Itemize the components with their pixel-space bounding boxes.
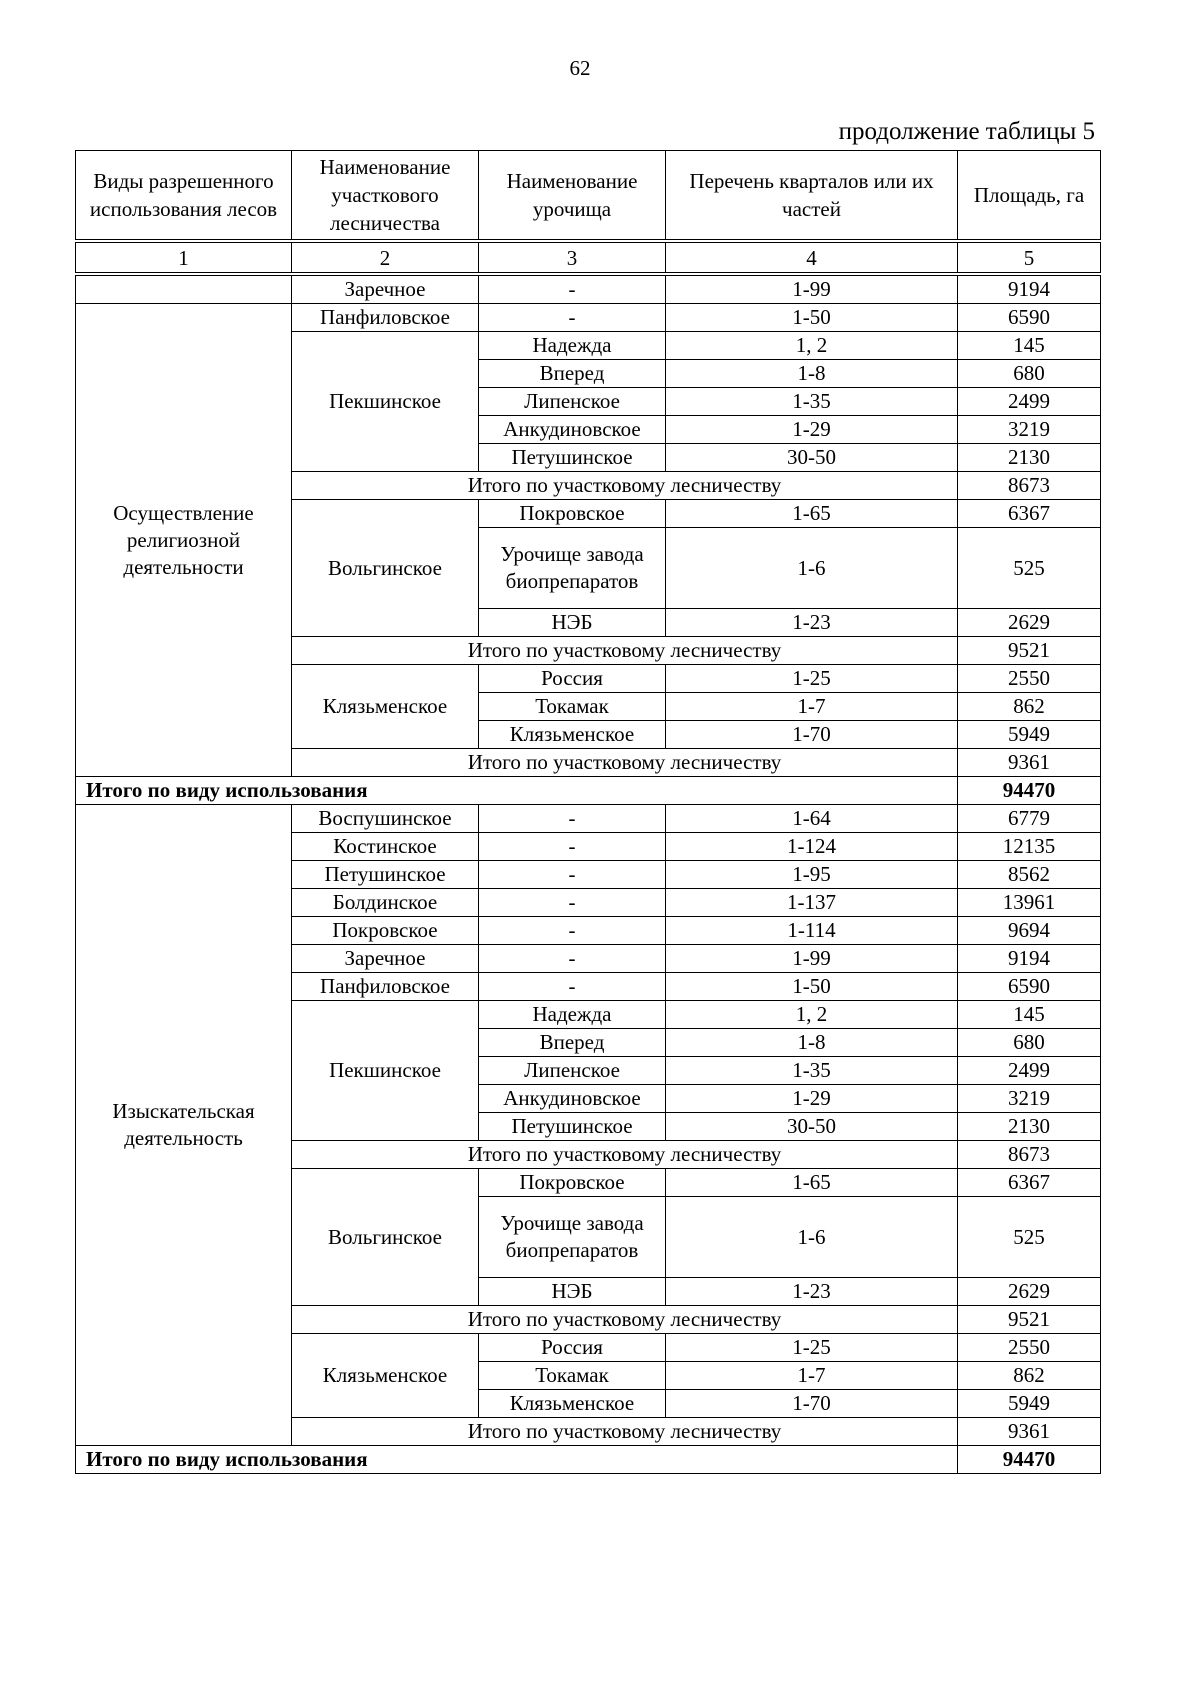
subtotal-area: 9521 [958, 637, 1101, 665]
forestry-cell: Заречное [292, 274, 479, 304]
subtotal-area: 9361 [958, 749, 1101, 777]
tract-cell: - [479, 805, 666, 833]
quarters-cell: 1-65 [666, 500, 958, 528]
forestry-cell: Петушинское [292, 861, 479, 889]
forestry-cell: Клязьменское [292, 665, 479, 749]
quarters-cell: 1-124 [666, 833, 958, 861]
quarters-cell: 1-7 [666, 693, 958, 721]
quarters-cell: 1-23 [666, 1278, 958, 1306]
total-row [76, 777, 1101, 805]
forestry-cell: Костинское [292, 833, 479, 861]
subtotal-label: Итого по участковому лесничеству [292, 637, 958, 665]
area-cell: 2550 [958, 1334, 1101, 1362]
quarters-cell: 1, 2 [666, 1001, 958, 1029]
area-cell: 13961 [958, 889, 1101, 917]
table-caption: продолжение таблицы 5 [838, 118, 1095, 145]
area-cell: 2499 [958, 1057, 1101, 1085]
subtotal-label: Итого по участковому лесничеству [292, 472, 958, 500]
header-tract: Наименование урочища [479, 151, 666, 242]
header-use-type: Виды разрешенного использования лесов [76, 151, 292, 242]
column-number: 4 [666, 241, 958, 274]
subtotal-area: 9521 [958, 1306, 1101, 1334]
quarters-cell: 1-50 [666, 973, 958, 1001]
quarters-cell: 1-70 [666, 721, 958, 749]
area-cell: 3219 [958, 416, 1101, 444]
area-cell: 525 [958, 528, 1101, 609]
quarters-cell: 30-50 [666, 1113, 958, 1141]
tract-cell: - [479, 304, 666, 332]
tract-cell: Петушинское [479, 444, 666, 472]
tract-cell: Вперед [479, 1029, 666, 1057]
column-number: 2 [292, 241, 479, 274]
column-number-row [76, 241, 1101, 274]
quarters-cell: 1-35 [666, 1057, 958, 1085]
quarters-cell: 1-64 [666, 805, 958, 833]
tract-cell: - [479, 861, 666, 889]
tract-cell: Липенское [479, 1057, 666, 1085]
forestry-cell: Вольгинское [292, 500, 479, 637]
quarters-cell: 1-114 [666, 917, 958, 945]
tract-cell: Покровское [479, 1169, 666, 1197]
area-cell: 12135 [958, 833, 1101, 861]
quarters-cell: 1-8 [666, 360, 958, 388]
forestry-cell: Воспушинское [292, 805, 479, 833]
tract-cell: НЭБ [479, 609, 666, 637]
use-type-cell [76, 274, 292, 304]
forestry-cell: Болдинское [292, 889, 479, 917]
total-row [76, 1446, 1101, 1474]
quarters-cell: 1-50 [666, 304, 958, 332]
total-area: 94470 [958, 1446, 1101, 1474]
tract-cell: Урочище завода биопрепаратов [479, 528, 666, 609]
quarters-cell: 1-95 [666, 861, 958, 889]
quarters-cell: 30-50 [666, 444, 958, 472]
subtotal-area: 9361 [958, 1418, 1101, 1446]
area-cell: 6367 [958, 1169, 1101, 1197]
tract-cell: Урочище завода биопрепаратов [479, 1197, 666, 1278]
quarters-cell: 1-99 [666, 274, 958, 304]
quarters-cell: 1-6 [666, 528, 958, 609]
area-cell: 6367 [958, 500, 1101, 528]
column-number: 5 [958, 241, 1101, 274]
tract-cell: Липенское [479, 388, 666, 416]
column-number: 3 [479, 241, 666, 274]
table-body [76, 274, 1101, 1474]
forestry-cell: Клязьменское [292, 1334, 479, 1418]
tract-cell: Надежда [479, 332, 666, 360]
tract-cell: Россия [479, 665, 666, 693]
area-cell: 8562 [958, 861, 1101, 889]
area-cell: 2130 [958, 444, 1101, 472]
total-label: Итого по виду использования [76, 1446, 958, 1474]
subtotal-label: Итого по участковому лесничеству [292, 1306, 958, 1334]
tract-cell: Анкудиновское [479, 416, 666, 444]
page-number: 62 [569, 56, 591, 80]
tract-cell: Россия [479, 1334, 666, 1362]
area-cell: 2550 [958, 665, 1101, 693]
header-area: Площадь, га [958, 151, 1101, 242]
tract-cell: Вперед [479, 360, 666, 388]
forestry-cell: Заречное [292, 945, 479, 973]
tract-cell: - [479, 945, 666, 973]
quarters-cell: 1-137 [666, 889, 958, 917]
quarters-cell: 1-7 [666, 1362, 958, 1390]
quarters-cell: 1-8 [666, 1029, 958, 1057]
tract-cell: - [479, 833, 666, 861]
subtotal-label: Итого по участковому лесничеству [292, 1418, 958, 1446]
area-cell: 5949 [958, 1390, 1101, 1418]
area-cell: 862 [958, 693, 1101, 721]
area-cell: 680 [958, 360, 1101, 388]
total-label: Итого по виду использования [76, 777, 958, 805]
quarters-cell: 1-70 [666, 1390, 958, 1418]
subtotal-label: Итого по участковому лесничеству [292, 1141, 958, 1169]
area-cell: 525 [958, 1197, 1101, 1278]
table-row [76, 274, 1101, 304]
subtotal-area: 8673 [958, 472, 1101, 500]
use-type-cell: Изыскательская деятельность [76, 805, 292, 1446]
tract-cell: Клязьменское [479, 721, 666, 749]
area-cell: 2629 [958, 1278, 1101, 1306]
quarters-cell: 1, 2 [666, 332, 958, 360]
tract-cell: Клязьменское [479, 1390, 666, 1418]
tract-cell: - [479, 274, 666, 304]
tract-cell: - [479, 917, 666, 945]
header-forestry: Наименование участкового лесничества [292, 151, 479, 242]
area-cell: 145 [958, 332, 1101, 360]
quarters-cell: 1-29 [666, 1085, 958, 1113]
forestry-cell: Панфиловское [292, 304, 479, 332]
area-cell: 3219 [958, 1085, 1101, 1113]
forestry-cell: Вольгинское [292, 1169, 479, 1306]
tract-cell: Петушинское [479, 1113, 666, 1141]
header-quarters: Перечень кварталов или их частей [666, 151, 958, 242]
tract-cell: Покровское [479, 500, 666, 528]
quarters-cell: 1-23 [666, 609, 958, 637]
use-type-cell: Осуществление религиозной деятельности [76, 304, 292, 777]
quarters-cell: 1-6 [666, 1197, 958, 1278]
quarters-cell: 1-35 [666, 388, 958, 416]
forestry-cell: Панфиловское [292, 973, 479, 1001]
forestry-cell: Пекшинское [292, 332, 479, 472]
area-cell: 680 [958, 1029, 1101, 1057]
tract-cell: Анкудиновское [479, 1085, 666, 1113]
area-cell: 145 [958, 1001, 1101, 1029]
quarters-cell: 1-25 [666, 665, 958, 693]
forest-use-table [75, 150, 1101, 1474]
header-row [76, 151, 1101, 242]
area-cell: 2629 [958, 609, 1101, 637]
area-cell: 9194 [958, 945, 1101, 973]
tract-cell: Токамак [479, 693, 666, 721]
subtotal-area: 8673 [958, 1141, 1101, 1169]
area-cell: 2130 [958, 1113, 1101, 1141]
area-cell: 6779 [958, 805, 1101, 833]
tract-cell: Токамак [479, 1362, 666, 1390]
tract-cell: - [479, 973, 666, 1001]
total-area: 94470 [958, 777, 1101, 805]
area-cell: 9694 [958, 917, 1101, 945]
area-cell: 862 [958, 1362, 1101, 1390]
area-cell: 2499 [958, 388, 1101, 416]
tract-cell: НЭБ [479, 1278, 666, 1306]
table-row [76, 304, 1101, 332]
quarters-cell: 1-29 [666, 416, 958, 444]
area-cell: 6590 [958, 973, 1101, 1001]
subtotal-label: Итого по участковому лесничеству [292, 749, 958, 777]
table-row [76, 805, 1101, 833]
area-cell: 6590 [958, 304, 1101, 332]
quarters-cell: 1-25 [666, 1334, 958, 1362]
forestry-cell: Пекшинское [292, 1001, 479, 1141]
column-number: 1 [76, 241, 292, 274]
area-cell: 9194 [958, 274, 1101, 304]
tract-cell: Надежда [479, 1001, 666, 1029]
quarters-cell: 1-65 [666, 1169, 958, 1197]
quarters-cell: 1-99 [666, 945, 958, 973]
forestry-cell: Покровское [292, 917, 479, 945]
tract-cell: - [479, 889, 666, 917]
area-cell: 5949 [958, 721, 1101, 749]
